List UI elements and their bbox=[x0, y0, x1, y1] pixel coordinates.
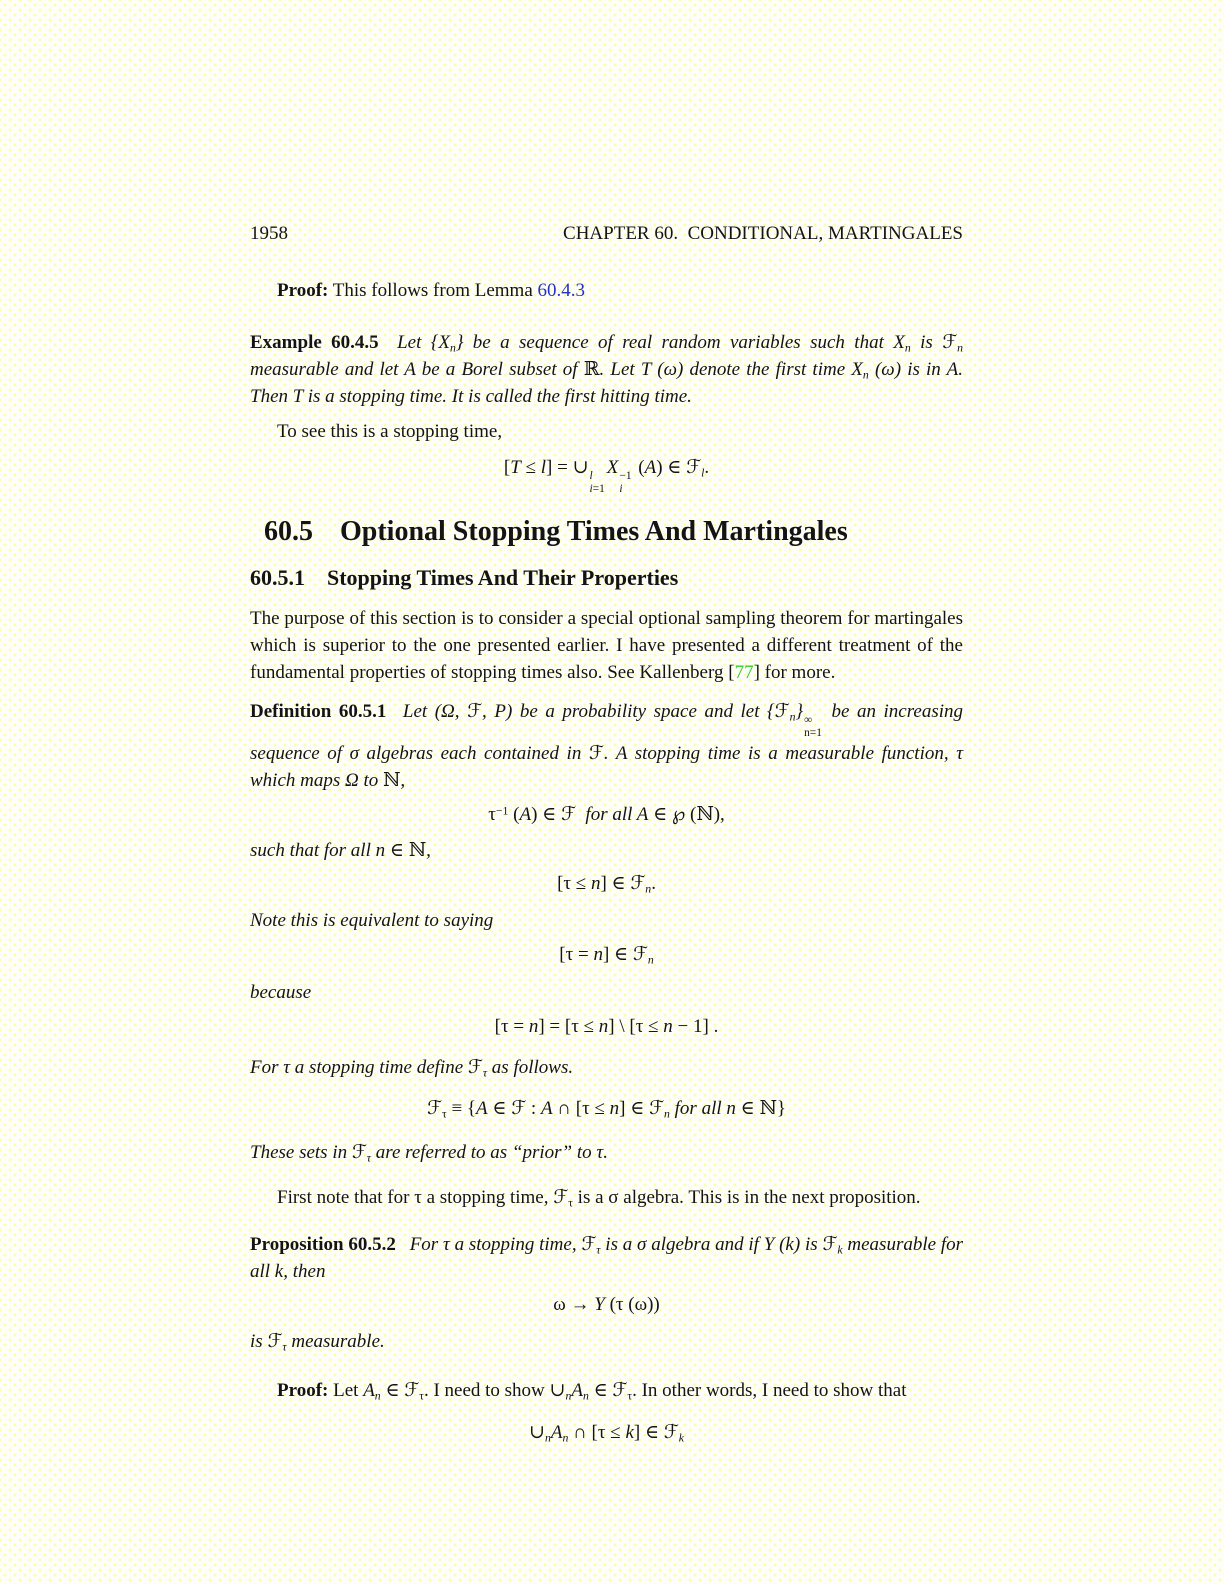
proof-label: Proof: bbox=[277, 280, 329, 301]
example-label: Example 60.4.5 bbox=[250, 332, 379, 353]
section-number: 60.5 bbox=[264, 516, 313, 548]
subsection-heading bbox=[250, 564, 963, 592]
display-equation-hitting-time: [T ≤ l] = ∪ l i=1 X −1 i (A) ∈ ℱ$_l$. bbox=[503, 456, 710, 495]
firstnote-paragraph: First note that for τ a stopping time, ℱ$_\tau$ is a σ algebra. This is in the next proposition. bbox=[277, 1185, 921, 1210]
these-sets-line: These sets in ℱ$_\tau$ are referred to as “prior” to τ. bbox=[250, 1140, 608, 1165]
definition-body: Let (Ω, ℱ, P) be a probability space and let {ℱ$_n$} ∞ n=1 be an increasing sequence of σ algebras each contained in ℱ. A stopping time is a measurable function, τ which maps Ω to ℕ, bbox=[250, 700, 964, 791]
proof-text: This follows from Lemma bbox=[332, 280, 533, 301]
proof-text-2: Let $A_n$ ∈ ℱ$_\tau$. I need to show $\cup_nA_n$ ∈ ℱ$_\tau$. In other words, I need to show that bbox=[333, 1378, 907, 1403]
because-line: because bbox=[250, 981, 312, 1003]
definition-60-5-1 bbox=[250, 698, 963, 793]
tosee-paragraph: To see this is a stopping time, bbox=[277, 421, 503, 442]
citation-77-link[interactable]: 77 bbox=[734, 662, 754, 684]
note-line: Note this is equivalent to saying bbox=[250, 909, 494, 931]
display-equation-tau-inverse: $\tau^{-1}$ (A) ∈ ℱ for all A ∈ ℘ (ℕ), bbox=[488, 802, 725, 825]
lemma-60-4-3-link[interactable]: 60.4.3 bbox=[537, 280, 586, 301]
intro-text-after: ] for more. bbox=[753, 662, 836, 684]
intro-text-before: The purpose of this section is to consider a special optional sampling theorem for martingales which is superior to the one presented earlier. I have presented a different treatment of the fundamental properties of stopping times also. See Kallenberg [ bbox=[250, 608, 963, 684]
suchthat-line: such that for all n ∈ ℕ, bbox=[250, 838, 431, 861]
display-equation-tau-eq-n: [τ = n] ∈ ℱ$_n$ bbox=[559, 942, 654, 967]
section-title: Optional Stopping Times And Martingales bbox=[340, 516, 848, 548]
proposition-60-5-2 bbox=[250, 1231, 963, 1285]
definition-label: Definition 60.5.1 bbox=[250, 701, 387, 723]
section-heading bbox=[264, 515, 963, 549]
display-equation-setminus: [τ = n] = [τ ≤ n] \ [τ ≤ n − 1] . bbox=[494, 1015, 719, 1037]
chapter-header: CHAPTER 60. CONDITIONAL, MARTINGALES bbox=[563, 223, 963, 244]
is-measurable-line: is ℱ$_\tau$ measurable. bbox=[250, 1329, 385, 1354]
display-equation-tau-leq-n: [τ ≤ n] ∈ ℱ$_n$. bbox=[557, 871, 656, 896]
display-equation-union-cap: $\cup_nA_n$ ∩ [τ ≤ k] ∈ ℱ$_k$ bbox=[529, 1420, 684, 1445]
proof-paragraph-1 bbox=[250, 277, 963, 304]
proof-paragraph-2 bbox=[250, 1377, 963, 1404]
example-60-4-5 bbox=[250, 329, 963, 410]
example-body: Let $\{X_n\}$ be a sequence of real random variables such that $X_n$ is ℱ$_n$ measurable and let A be a Borel subset of ℝ. Let T (ω) denote the first time $X_n$ (ω) is in A. Then T is a stopping time. It is called the first hitting time. bbox=[250, 331, 964, 407]
proposition-label: Proposition 60.5.2 bbox=[250, 1233, 396, 1255]
running-header bbox=[250, 220, 963, 247]
intro-paragraph bbox=[250, 605, 963, 686]
page-number: 1958 bbox=[250, 223, 288, 244]
subsection-number: 60.5.1 bbox=[250, 565, 305, 591]
display-equation-F-tau-def: ℱ$_\tau$ ≡ {A ∈ ℱ : A ∩ [τ ≤ n] ∈ ℱ$_n$ for all n ∈ ℕ} bbox=[427, 1096, 786, 1121]
display-equation-omega-map: ω → Y (τ (ω)) bbox=[553, 1293, 660, 1315]
subsection-title: Stopping Times And Their Properties bbox=[327, 565, 679, 591]
text-column bbox=[250, 220, 963, 1454]
proof-label-2: Proof: bbox=[277, 1379, 329, 1401]
proposition-body: For τ a stopping time, ℱ$_\tau$ is a σ algebra and if Y (k) is ℱ$_k$ measurable for all k, then bbox=[250, 1232, 964, 1282]
fortau-line: For τ a stopping time define ℱ$_\tau$ as follows. bbox=[250, 1055, 574, 1080]
